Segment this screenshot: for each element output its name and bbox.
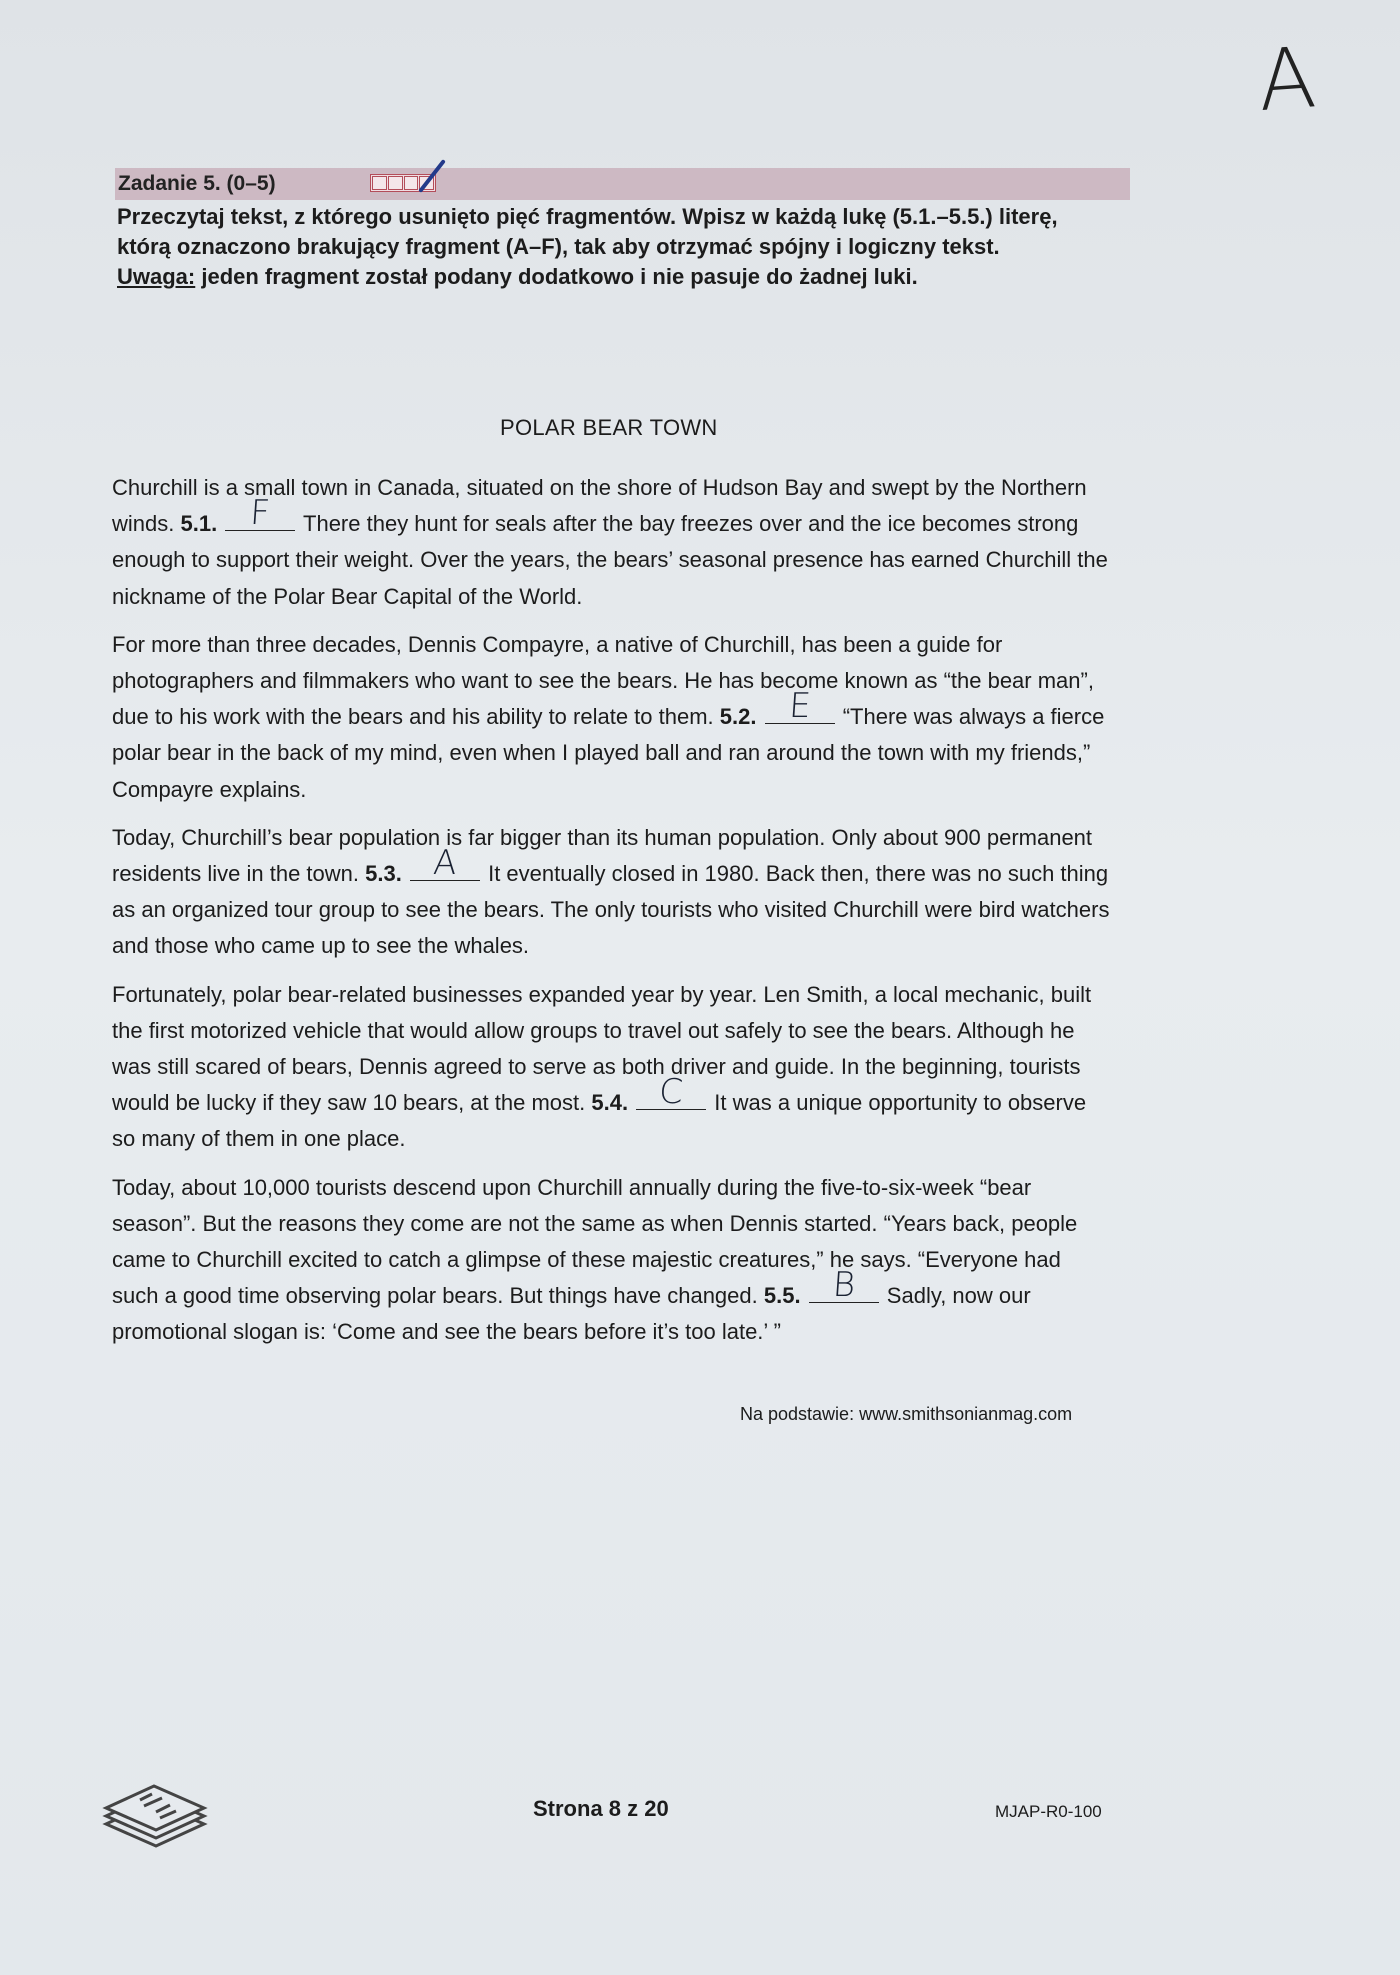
task-title: Zadanie 5. (0–5) xyxy=(118,172,276,195)
page-number: Strona 8 z 20 xyxy=(533,1796,669,1821)
paragraph-2 xyxy=(112,627,1112,808)
note-line xyxy=(117,262,1117,292)
score-box[interactable] xyxy=(372,176,387,190)
paragraph-text: Fortunately, polar bear-related businesses expanded year by year. Len Smith, a local mechanic, built the first motorized vehicle that would allow groups to travel out safely to see the bears. Although he was still scared of bears, Dennis agreed to serve as both driver and guide. In the beginning, tourists would be lucky if they saw 10 bears, at the most. xyxy=(112,981,1092,1116)
paragraph-5 xyxy=(112,1170,1112,1351)
handwritten-answer: B xyxy=(831,1265,857,1306)
paragraph-3 xyxy=(112,820,1112,965)
paragraph-text: “There was always a fierce polar bear in the back of my mind, even when I played ball and ran around the town with my friends,” Compayre explains. xyxy=(112,704,1105,802)
exam-code: MJAP-R0-100 xyxy=(995,1802,1102,1821)
note-text: jeden fragment został podany dodatkowo i nie pasuje do żadnej luki. xyxy=(195,264,918,289)
handwritten-answer: F xyxy=(249,493,272,534)
gap-number: 5.3. xyxy=(365,861,402,887)
answer-gap[interactable] xyxy=(225,493,295,534)
gap-number: 5.5. xyxy=(763,1283,801,1309)
text-title: POLAR BEAR TOWN xyxy=(500,415,718,440)
score-box[interactable] xyxy=(404,176,419,190)
gap-number: 5.1. xyxy=(180,511,218,537)
handwritten-answer: C xyxy=(657,1072,685,1113)
handwritten-answer: A xyxy=(431,843,458,884)
source-citation: Na podstawie: www.smithsonianmag.com xyxy=(740,1404,1073,1424)
answer-gap[interactable] xyxy=(809,1265,879,1306)
paragraph-text: There they hunt for seals after the bay freezes over and the ice becomes strong enough to support their weight. Over the years, the bears’ seasonal presence has earned Churchill the nickname of the Polar Bear Capital of the World. xyxy=(112,511,1108,609)
handwritten-corner-letter: A xyxy=(1254,28,1319,131)
gap-number: 5.2. xyxy=(719,704,757,730)
paragraph-1 xyxy=(112,470,1112,615)
article-body xyxy=(112,470,1112,1363)
paragraph-text: Today, about 10,000 tourists descend upon Churchill annually during the five-to-six-week “bear season”. But the reasons they come are not the same as when Dennis started. “Years back, people came to Churchill excited to catch a glimpse of these majestic creatures,” he says. “Everyone had such a good time observing polar bears. But things have changed. xyxy=(112,1174,1078,1309)
paragraph-text: Today, Churchill’s bear population is far bigger than its human population. Only about 900 permanent residents live in the town. xyxy=(112,824,1093,887)
paragraph-text: It was a unique opportunity to observe so many of them in one place. xyxy=(112,1090,1087,1152)
cke-logo-icon xyxy=(100,1772,210,1852)
gap-number: 5.4. xyxy=(591,1090,629,1116)
task-instructions xyxy=(117,202,1117,292)
answer-gap[interactable] xyxy=(636,1072,706,1113)
instruction-text: Przeczytaj tekst, z którego usunięto pięć fragmentów. Wpisz w każdą lukę (5.1.–5.5.) literę, którą oznaczono brakujący fragment (A–F), tak aby otrzymać spójny i logiczny tekst. xyxy=(117,204,1058,259)
paragraph-text: Churchill is a small town in Canada, situated on the shore of Hudson Bay and swept by the Northern winds. xyxy=(112,475,1087,537)
answer-gap[interactable] xyxy=(410,843,480,884)
note-label: Uwaga: xyxy=(117,264,196,289)
answer-gap[interactable] xyxy=(765,686,835,727)
handwritten-answer: E xyxy=(787,686,812,727)
paragraph-4 xyxy=(112,977,1112,1158)
task-header xyxy=(115,168,1130,200)
paragraph-text: It eventually closed in 1980. Back then, there was no such thing as an organized tour group to see the bears. The only tourists who visited Churchill were bird watchers and those who came up to see the whales. xyxy=(112,861,1110,959)
score-box[interactable] xyxy=(388,176,403,190)
paragraph-text: Sadly, now our promotional slogan is: ‘Come and see the bears before it’s too late.’ ” xyxy=(112,1283,1031,1345)
paragraph-text: For more than three decades, Dennis Compayre, a native of Churchill, has been a guide for photographers and filmmakers who want to see the bears. He has become known as “the bear man”, due to his work with the bears and his ability to relate to them. xyxy=(112,631,1094,730)
